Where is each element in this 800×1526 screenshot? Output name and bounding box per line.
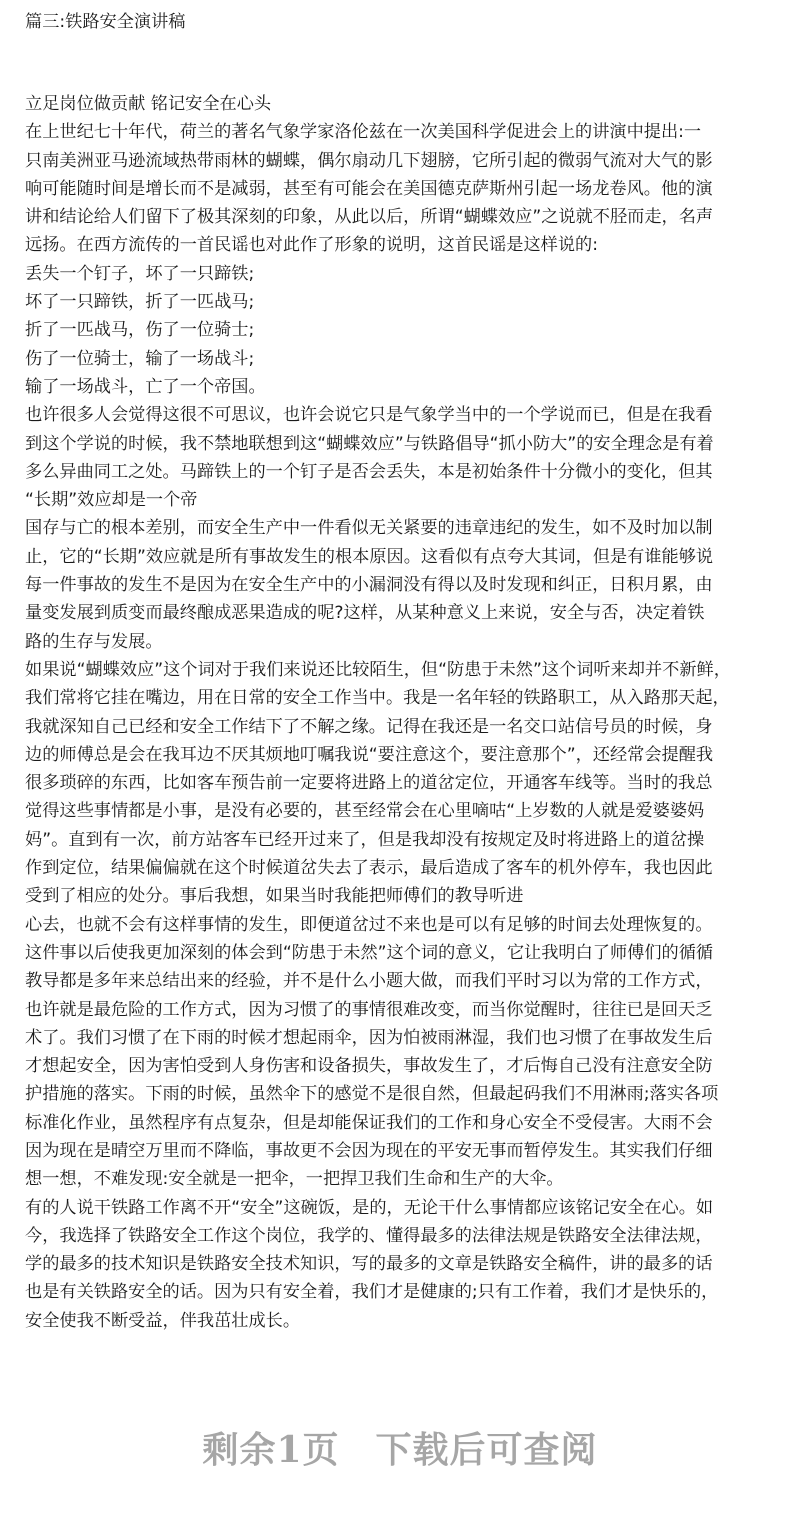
text-line: 也许就是最危险的工作方式，因为习惯了的事情很难改变，而当你觉醒时，往往已是回天乏 <box>25 999 713 1020</box>
text-line: 学的最多的技术知识是铁路安全技术知识，写的最多的文章是铁路安全稿件，讲的最多的话 <box>25 1254 713 1275</box>
text-line: 觉得这些事情都是小事，是没有必要的，甚至经常会在心里嘀咕“上岁数的人就是爱婆婆妈 <box>25 801 705 822</box>
speech-heading: 立足岗位做贡献 铭记安全在心头 <box>25 94 272 114</box>
text-line: 路的生存与发展。 <box>25 631 163 652</box>
text-line: 伤了一位骑士，输了一场战斗; <box>25 348 255 369</box>
text-line: 每一件事故的发生不是因为在安全生产中的小漏洞没有得以及时发现和纠正，日积月累，由 <box>25 575 713 596</box>
download-to-view-label: 下载后可查阅 <box>375 1429 598 1471</box>
text-line: 今，我选择了铁路安全工作这个岗位，我学的、懂得最多的法律法规是铁路安全法律法规， <box>25 1225 713 1246</box>
text-line: 止，它的“长期”效应就是所有事故发生的根本原因。这看似有点夸大其词，但是有谁能够说 <box>25 546 714 567</box>
text-line: 讲和结论给人们留下了极其深刻的印象，从此以后，所谓“蝴蝶效应”之说就不胫而走，名声 <box>25 207 714 228</box>
text-line: 到这个学说的时候，我不禁地联想到这“蝴蝶效应”与铁路倡导“抓小防大”的安全理念是有着 <box>25 433 714 454</box>
document-body <box>25 90 731 1335</box>
text-line: 作到定位，结果偏偏就在这个时候道岔失去了表示，最后造成了客车的机外停车，我也因此 <box>25 858 713 879</box>
text-line: 远扬。在西方流传的一首民谣也对此作了形象的说明，这首民谣是这样说的: <box>25 235 598 256</box>
text-line: “长期”效应却是一个帝 <box>25 490 198 511</box>
text-line: 安全使我不断受益，伴我茁壮成长。 <box>25 1310 301 1331</box>
download-prompt[interactable] <box>0 1422 800 1473</box>
text-line: 教导都是多年来总结出来的经验，并不是什么小题大做，而我们平时习以为常的工作方式， <box>25 971 713 992</box>
text-line: 响可能随时间是增长而不是减弱，甚至有可能会在美国德克萨斯州引起一场龙卷风。他的演 <box>25 178 713 199</box>
text-line: 才想起安全，因为害怕受到人身伤害和设备损失，事故发生了，才后悔自己没有注意安全防 <box>25 1056 713 1077</box>
text-line: 我们常将它挂在嘴边，用在日常的安全工作当中。我是一名年轻的铁路职工，从入路那天起， <box>25 688 730 709</box>
text-line: 丢失一个钉子，坏了一只蹄铁; <box>25 263 255 284</box>
text-line: 术了。我们习惯了在下雨的时候才想起雨伞，因为怕被雨淋湿，我们也习惯了在事故发生后 <box>25 1027 713 1048</box>
text-line: 边的师傅总是会在我耳边不厌其烦地叮嘱我说“要注意这个，要注意那个”，还经常会提醒我 <box>25 744 714 765</box>
text-line: 也许很多人会觉得这很不可思议，也许会说它只是气象学当中的一个学说而已，但是在我看 <box>25 405 713 426</box>
text-line: 因为现在是晴空万里而不降临，事故更不会因为现在的平安无事而暂停发生。其实我们仔细 <box>25 1140 713 1161</box>
text-line: 也是有关铁路安全的话。因为只有安全着，我们才是健康的;只有工作着，我们才是快乐的， <box>25 1282 719 1303</box>
text-line: 想一想，不难发现:安全就是一把伞，一把捍卫我们生命和生产的大伞。 <box>25 1169 564 1190</box>
text-line: 妈”。直到有一次，前方站客车已经开过来了，但是我却没有按规定及时将进路上的道岔操 <box>25 829 705 850</box>
text-line: 心去，也就不会有这样事情的发生，即便道岔过不来也是可以有足够的时间去处理恢复的。 <box>25 914 713 935</box>
remaining-pages-label: 剩余1页 <box>202 1429 340 1471</box>
text-line: 国存与亡的根本差别，而安全生产中一件看似无关紧要的违章违纪的发生，如不及时加以制 <box>25 518 713 539</box>
text-line: 我就深知自己已经和安全工作结下了不解之缘。记得在我还是一名交口站信号员的时候，身 <box>25 716 713 737</box>
text-line: 如果说“蝴蝶效应”这个词对于我们来说还比较陌生，但“防患于未然”这个词听来却并不新鲜， <box>25 659 731 680</box>
text-line: 坏了一只蹄铁，折了一匹战马; <box>25 292 255 313</box>
text-line: 受到了相应的处分。事后我想，如果当时我能把师傅们的教导听进 <box>25 886 524 907</box>
text-line: 多么异曲同工之处。马蹄铁上的一个钉子是否会丢失，本是初始条件十分微小的变化，但其 <box>25 461 713 482</box>
text-line: 这件事以后使我更加深刻的体会到“防患于未然”这个词的意义，它让我明白了师傅们的循循 <box>25 942 714 963</box>
text-line: 有的人说干铁路工作离不开“安全”这碗饭，是的，无论干什么事情都应该铭记安全在心。如 <box>25 1197 714 1218</box>
text-line: 只南美洲亚马逊流域热带雨林的蝴蝶，偶尔扇动几下翅膀，它所引起的微弱气流对大气的影 <box>25 150 713 171</box>
text-line: 护措施的落实。下雨的时候，虽然伞下的感觉不是很自然，但最起码我们不用淋雨;落实各项 <box>25 1084 719 1105</box>
text-line: 标准化作业，虽然程序有点复杂，但是却能保证我们的工作和身心安全不受侵害。大雨不会 <box>25 1112 713 1133</box>
text-line: 很多琐碎的东西，比如客车预告前一定要将进路上的道岔定位，开通客车线等。当时的我总 <box>25 773 713 794</box>
section-title: 篇三:铁路安全演讲稿 <box>25 12 186 32</box>
text-line: 折了一匹战马，伤了一位骑士; <box>25 320 255 341</box>
text-line: 输了一场战斗，亡了一个帝国。 <box>25 376 266 397</box>
text-line: 在上世纪七十年代，荷兰的著名气象学家洛伦兹在一次美国科学促进会上的讲演中提出:一 <box>25 122 702 143</box>
text-line: 量变发展到质变而最终酿成恶果造成的呢?这样，从某种意义上来说，安全与否，决定着铁 <box>25 603 705 624</box>
